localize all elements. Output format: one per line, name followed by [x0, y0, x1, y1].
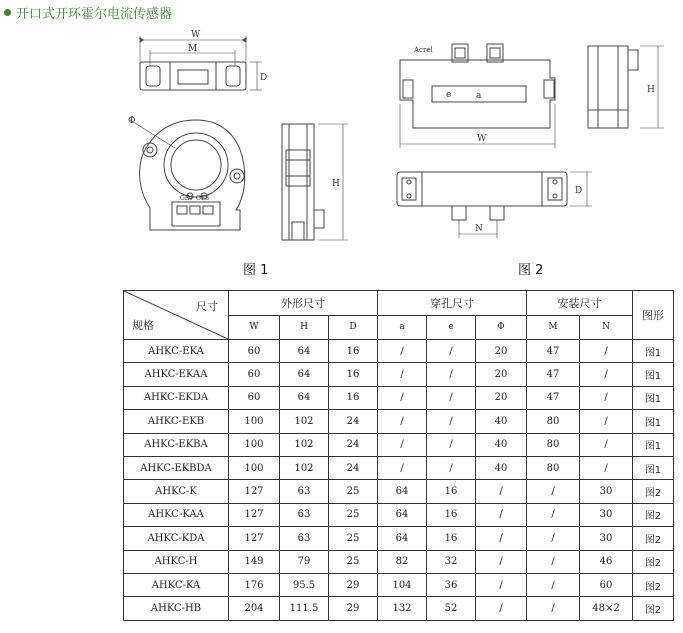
- cell-fig: 图1: [633, 386, 674, 409]
- cell-d: 16: [329, 340, 378, 363]
- cell-phi: /: [476, 503, 527, 526]
- cell-model: AHKC-HB: [124, 597, 229, 620]
- cell-d: 25: [329, 480, 378, 503]
- corner-bottom-label: 规格: [132, 319, 154, 332]
- fig1-dim-d: D: [260, 73, 268, 83]
- cell-model: AHKC-EKBDA: [124, 456, 229, 479]
- cell-w: 100: [229, 410, 280, 433]
- cell-fig: 图1: [633, 340, 674, 363]
- cell-fig: 图2: [633, 550, 674, 573]
- cell-m: 47: [527, 386, 580, 409]
- cell-a: 82: [378, 550, 427, 573]
- fig1-dim-phi: Φ: [128, 116, 136, 126]
- cell-a: 104: [378, 573, 427, 596]
- cell-a: /: [378, 456, 427, 479]
- cell-h: 64: [280, 363, 329, 386]
- cell-e: /: [427, 410, 476, 433]
- cell-n: /: [580, 433, 633, 456]
- cell-d: 16: [329, 386, 378, 409]
- subheader-e: e: [427, 315, 476, 340]
- cell-m: 47: [527, 340, 580, 363]
- cell-m: 80: [527, 410, 580, 433]
- cell-n: 60: [580, 573, 633, 596]
- fig1-dim-h: H: [332, 179, 340, 189]
- cell-model: AHKC-EKAA: [124, 363, 229, 386]
- cell-phi: 40: [476, 410, 527, 433]
- cell-a: /: [378, 386, 427, 409]
- section-title: 开口式开环霍尔电流传感器: [16, 6, 173, 22]
- cell-phi: 20: [476, 363, 527, 386]
- cell-e: 32: [427, 550, 476, 573]
- cell-h: 79: [280, 550, 329, 573]
- cell-w: 127: [229, 480, 280, 503]
- cell-fig: 图2: [633, 527, 674, 550]
- cell-e: 16: [427, 503, 476, 526]
- cell-h: 63: [280, 503, 329, 526]
- cell-m: /: [527, 527, 580, 550]
- cell-a: /: [378, 340, 427, 363]
- fig1-gin-label: GIN: [180, 195, 193, 202]
- subheader-w: W: [229, 315, 280, 340]
- cell-e: /: [427, 456, 476, 479]
- fig2-brand-label: Acrel: [414, 46, 433, 54]
- fig1-top-view: [140, 30, 267, 90]
- cell-fig: 图1: [633, 456, 674, 479]
- cell-phi: /: [476, 550, 527, 573]
- cell-m: /: [527, 573, 580, 596]
- cell-d: 25: [329, 527, 378, 550]
- cell-w: 149: [229, 550, 280, 573]
- cell-e: 16: [427, 480, 476, 503]
- fig2-dim-w: W: [477, 134, 487, 144]
- cell-e: /: [427, 433, 476, 456]
- cell-phi: 40: [476, 456, 527, 479]
- group-hole-header: 穿孔尺寸: [378, 291, 527, 316]
- cell-d: 29: [329, 573, 378, 596]
- fig2-dim-n: N: [475, 224, 483, 234]
- group-outline-header: 外形尺寸: [229, 291, 378, 316]
- figure1-caption: 图 1: [243, 263, 269, 278]
- cell-fig: 图1: [633, 363, 674, 386]
- cell-model: AHKC-EKBA: [124, 433, 229, 456]
- cell-n: /: [580, 340, 633, 363]
- cell-e: 16: [427, 527, 476, 550]
- cell-phi: 20: [476, 386, 527, 409]
- subheader-d: D: [329, 315, 378, 340]
- cell-m: /: [527, 503, 580, 526]
- cell-e: /: [427, 340, 476, 363]
- subheader-phi: Φ: [476, 315, 527, 340]
- cell-model: AHKC-EKA: [124, 340, 229, 363]
- cell-e: /: [427, 386, 476, 409]
- cell-h: 111.5: [280, 597, 329, 620]
- cell-n: /: [580, 410, 633, 433]
- cell-fig: 图1: [633, 410, 674, 433]
- cell-a: /: [378, 433, 427, 456]
- cell-a: 64: [378, 503, 427, 526]
- cell-n: /: [580, 386, 633, 409]
- cell-model: AHKC-KDA: [124, 527, 229, 550]
- table-row: [124, 340, 674, 363]
- subheader-a: a: [378, 315, 427, 340]
- table-row: [124, 480, 674, 503]
- cell-model: AHKC-H: [124, 550, 229, 573]
- cell-fig: 图2: [633, 480, 674, 503]
- table-row: [124, 386, 674, 409]
- cell-model: AHKC-K: [124, 480, 229, 503]
- table-header-row: [124, 291, 674, 316]
- cell-fig: 图1: [633, 433, 674, 456]
- cell-w: 127: [229, 527, 280, 550]
- fig1-side-view: [282, 124, 348, 240]
- cell-n: 48×2: [580, 597, 633, 620]
- group-figure-header: 图形: [633, 291, 674, 340]
- cell-e: 52: [427, 597, 476, 620]
- cell-n: /: [580, 363, 633, 386]
- cell-n: 30: [580, 527, 633, 550]
- cell-phi: 40: [476, 433, 527, 456]
- group-mount-header: 安装尺寸: [527, 291, 633, 316]
- cell-d: 24: [329, 433, 378, 456]
- subheader-h: H: [280, 315, 329, 340]
- fig1-front-view: [128, 116, 245, 230]
- table-row: [124, 363, 674, 386]
- fig2-dim-e: e: [446, 90, 452, 100]
- cell-phi: /: [476, 573, 527, 596]
- subheader-m: M: [527, 315, 580, 340]
- fig1-dim-w: W: [191, 30, 201, 40]
- cell-a: /: [378, 363, 427, 386]
- table-row: [124, 410, 674, 433]
- figure2-caption: 图 2: [518, 263, 544, 278]
- cell-a: 132: [378, 597, 427, 620]
- cell-m: 47: [527, 363, 580, 386]
- cell-w: 100: [229, 456, 280, 479]
- cell-h: 102: [280, 433, 329, 456]
- cell-h: 63: [280, 527, 329, 550]
- cell-h: 64: [280, 386, 329, 409]
- cell-phi: /: [476, 597, 527, 620]
- table-row: [124, 433, 674, 456]
- cell-model: AHKC-EKDA: [124, 386, 229, 409]
- fig2-dim-h: H: [647, 85, 655, 95]
- subheader-n: N: [580, 315, 633, 340]
- fig2-dim-a: a: [476, 91, 482, 101]
- cell-d: 29: [329, 597, 378, 620]
- cell-phi: /: [476, 527, 527, 550]
- cell-e: 36: [427, 573, 476, 596]
- cell-m: /: [527, 550, 580, 573]
- fig2-front-view: [400, 44, 555, 148]
- table-row: [124, 527, 674, 550]
- corner-top-label: 尺寸: [196, 300, 218, 313]
- fig1-dim-m: M: [188, 44, 198, 54]
- cell-h: 95.5: [280, 573, 329, 596]
- cell-phi: /: [476, 480, 527, 503]
- cell-a: 64: [378, 527, 427, 550]
- cell-w: 204: [229, 597, 280, 620]
- table-row: [124, 456, 674, 479]
- cell-w: 176: [229, 573, 280, 596]
- cell-h: 102: [280, 410, 329, 433]
- fig2-bottom-view: [397, 172, 592, 238]
- cell-fig: 图2: [633, 503, 674, 526]
- cell-w: 127: [229, 503, 280, 526]
- cell-d: 16: [329, 363, 378, 386]
- cell-d: 24: [329, 456, 378, 479]
- cell-fig: 图2: [633, 597, 674, 620]
- table-row: [124, 597, 674, 620]
- cell-model: AHKC-KAA: [124, 503, 229, 526]
- cell-n: 30: [580, 480, 633, 503]
- fig1-ofs-label: OFS: [196, 195, 210, 202]
- cell-w: 60: [229, 363, 280, 386]
- fig2-side-view: [588, 46, 664, 128]
- cell-m: /: [527, 480, 580, 503]
- table-row: [124, 503, 674, 526]
- cell-a: 64: [378, 480, 427, 503]
- cell-n: /: [580, 456, 633, 479]
- corner-header: [124, 291, 229, 340]
- spec-table: [123, 290, 674, 621]
- cell-h: 63: [280, 480, 329, 503]
- cell-d: 25: [329, 503, 378, 526]
- technical-drawings: [0, 0, 683, 285]
- cell-a: /: [378, 410, 427, 433]
- cell-model: AHKC-KA: [124, 573, 229, 596]
- cell-n: 30: [580, 503, 633, 526]
- cell-fig: 图2: [633, 573, 674, 596]
- table-row: [124, 573, 674, 596]
- cell-w: 60: [229, 386, 280, 409]
- table-row: [124, 550, 674, 573]
- cell-m: /: [527, 597, 580, 620]
- cell-m: 80: [527, 456, 580, 479]
- cell-w: 100: [229, 433, 280, 456]
- cell-m: 80: [527, 433, 580, 456]
- cell-d: 24: [329, 410, 378, 433]
- cell-h: 102: [280, 456, 329, 479]
- cell-h: 64: [280, 340, 329, 363]
- cell-model: AHKC-EKB: [124, 410, 229, 433]
- cell-d: 25: [329, 550, 378, 573]
- cell-e: /: [427, 363, 476, 386]
- cell-phi: 20: [476, 340, 527, 363]
- cell-w: 60: [229, 340, 280, 363]
- cell-n: 46: [580, 550, 633, 573]
- fig2-dim-d: D: [575, 186, 583, 196]
